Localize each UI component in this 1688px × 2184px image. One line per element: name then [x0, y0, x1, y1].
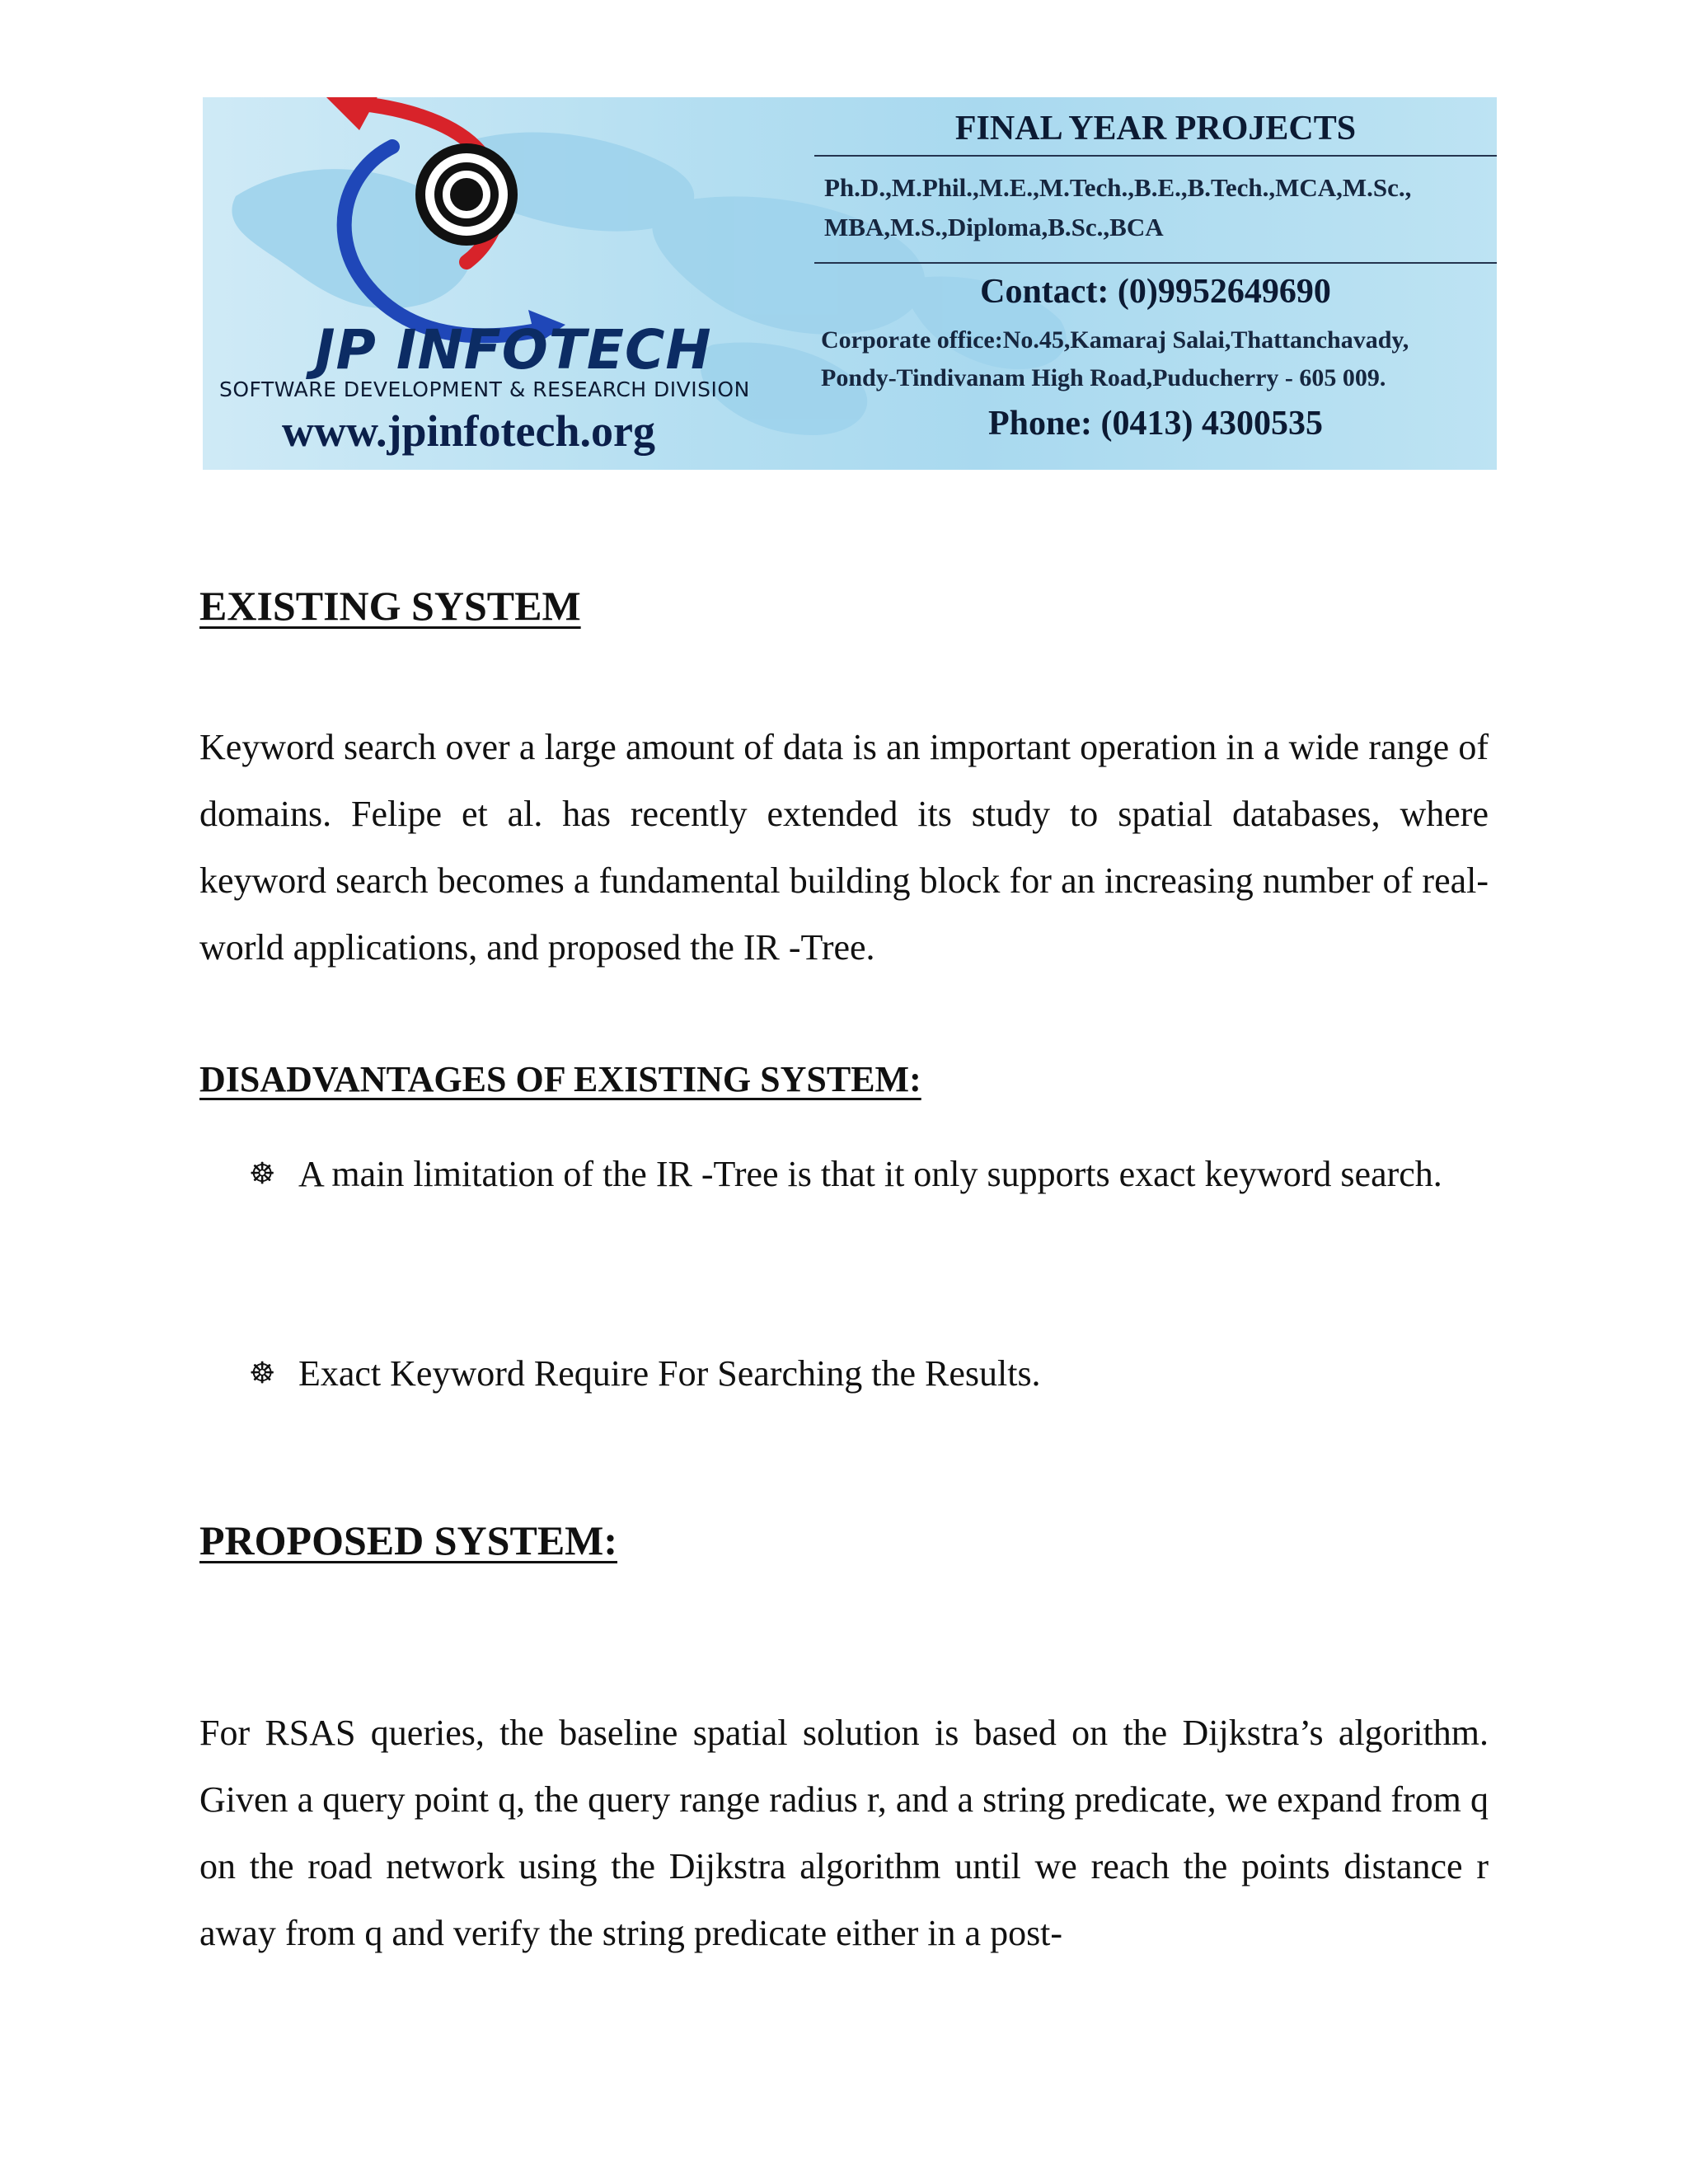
phone-number: Phone: (0413) 4300535 [988, 405, 1323, 443]
list-item [249, 1340, 1489, 1407]
list-item-text: Exact Keyword Require For Searching the Results. [298, 1353, 1041, 1394]
wheel-bullet-icon: ☸ [249, 1357, 276, 1390]
proposed-system-heading: PROPOSED SYSTEM: [199, 1517, 618, 1563]
divider [814, 262, 1497, 264]
banner-heading: FINAL YEAR PROJECTS [954, 110, 1357, 148]
proposed-system-paragraph: For RSAS queries, the baseline spatial solution is based on the Dijkstra’s algorithm. Given a query point q, the query range radius r, and a string predicate, we expand from q on the road network using the Dijkstra algorithm until we reach the points distance r away from q and verify the string predicate either in a post- [199, 1713, 1489, 1953]
wheel-bullet-icon: ☸ [249, 1157, 276, 1190]
existing-system-heading: EXISTING SYSTEM [199, 583, 581, 629]
divider [814, 155, 1497, 157]
contact-panel [814, 97, 1497, 470]
office-address: Corporate office:No.45,Kamaraj Salai,Thattanchavady, Pondy-Tindivanam High Road,Puducherry - 605 009. [821, 326, 1409, 391]
header-banner [203, 97, 1497, 470]
contact-number: Contact: (0)9952649690 [980, 273, 1331, 311]
disadvantages-heading: DISADVANTAGES OF EXISTING SYSTEM: [199, 1059, 921, 1099]
degrees-list: Ph.D.,M.Phil.,M.E.,M.Tech.,B.E.,B.Tech.,MCA,M.Sc., MBA,M.S.,Diploma,B.Sc.,BCA [824, 173, 1412, 241]
list-item [249, 1141, 1489, 1207]
brand-tagline: SOFTWARE DEVELOPMENT & RESEARCH DIVISION [219, 377, 750, 401]
existing-system-paragraph: Keyword search over a large amount of data is an important operation in a wide range of domains. Felipe et al. has recently extended its study to spatial databases, where keyword search becomes a fundamental building block for an increasing number of real-world applications, and proposed the IR -Tree. [199, 727, 1489, 968]
brand-name: JP INFOTECH [315, 318, 712, 382]
list-item-text: A main limitation of the IR -Tree is that it only supports exact keyword search. [298, 1154, 1442, 1194]
website-link[interactable]: www.jpinfotech.org [282, 406, 655, 456]
